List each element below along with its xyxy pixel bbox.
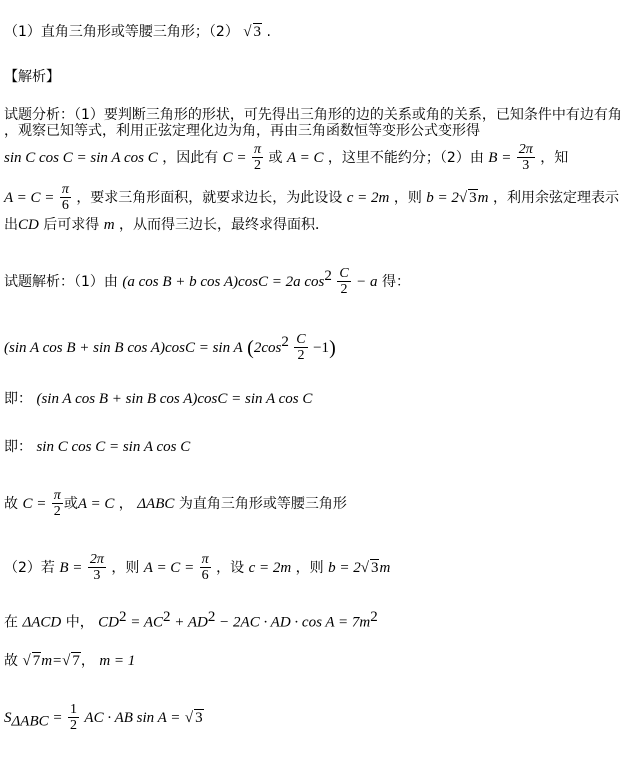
- answer-end: .: [266, 24, 271, 40]
- fraction: $\frac{1}{2}$: [69, 702, 77, 734]
- formula: m: [477, 189, 489, 206]
- text: ，利用余弦定理表示: [492, 189, 619, 206]
- text: 为直角三角形或等腰三角形: [178, 495, 347, 512]
- text: ，则: [393, 189, 422, 206]
- answer-text: （1）直角三角形或等腰三角形；（2）: [4, 24, 239, 40]
- formula: A = C: [77, 495, 115, 512]
- text: 后可求得: [43, 217, 100, 233]
- solution-line-4: [4, 440, 190, 455]
- text: ，这里不能约分；（2）由: [327, 149, 484, 166]
- analysis-line-1: 试题分析：（1）要判断三角形的形状，可先得出三角形的边的关系或角的关系，已知条件中有边有角: [4, 107, 622, 123]
- text: （2）若: [4, 559, 55, 576]
- solution-line-6: （2）若 B = $\frac{2\pi}{3}$ ，则 A = C = $\frac{\pi}{6}$ ，设 c = 2m ，则 b = 2√ 3m: [4, 552, 391, 584]
- text: 得：: [381, 273, 410, 290]
- text: ，要求三角形面积，就要求边长，为此设设: [76, 189, 343, 206]
- formula: 3: [469, 189, 477, 206]
- formula: B =: [488, 149, 512, 166]
- formula: − a: [356, 273, 378, 290]
- formula: m: [379, 559, 391, 576]
- fraction: $\frac{C}{2}$: [339, 266, 349, 298]
- section-title: 【解析】: [4, 69, 60, 85]
- formula: c = 2m: [248, 559, 292, 576]
- formula: A = C =: [143, 559, 195, 576]
- text: 即：: [4, 439, 32, 455]
- text: 或: [63, 495, 78, 512]
- formula: A = C: [286, 149, 324, 166]
- text: 出: [4, 217, 18, 233]
- formula: 2cos: [253, 339, 282, 356]
- solution-line-8: 故 √ 7m=√ 7， m = 1: [4, 653, 136, 669]
- formula: S: [4, 709, 12, 726]
- formula: c = 2m: [346, 189, 390, 206]
- formula: ΔABC: [137, 495, 175, 512]
- formula: C =: [222, 149, 247, 166]
- solution-line-2: (sin A cos B + sin B cos A)cosC = sin A ($2\cos^2$ $\frac{C}{2}$ −1): [4, 332, 336, 364]
- formula: B =: [59, 559, 83, 576]
- fraction: $\frac{\pi}{2}$: [254, 142, 262, 174]
- text: ，因此有: [162, 149, 219, 166]
- analysis-line-4: A = C = $\frac{\pi}{6}$ ，要求三角形面积，就要求边长，为此设设 c = 2m ，则 b = 2√ 3m ，利用余弦定理表示: [4, 182, 619, 214]
- answer-line: [4, 25, 271, 40]
- text: ，设: [216, 559, 245, 576]
- text: ，则: [295, 559, 324, 576]
- formula: (sin A cos B + sin B cos A)cosC = sin A cos C: [36, 391, 313, 407]
- formula: CD: [18, 217, 39, 233]
- text: ，知: [540, 149, 569, 166]
- text: 故: [4, 495, 18, 512]
- formula: CD: [98, 614, 120, 631]
- formula: 3: [195, 709, 203, 726]
- sqrt-sign: √: [243, 24, 252, 40]
- fraction: $\frac{\pi}{6}$: [201, 552, 209, 584]
- text: ，: [118, 495, 133, 512]
- analysis-line-5: [4, 218, 329, 233]
- fraction: $\frac{2\pi}{3}$: [518, 142, 533, 174]
- fraction: $\frac{\pi}{6}$: [61, 182, 69, 214]
- solution-line-1: 试题解析：（1）由 (a cos B + b cos A)cosC = 2a $\cos^2$ $\frac{C}{2}$ − a 得：: [4, 266, 410, 298]
- formula: m = 1: [99, 653, 136, 669]
- analysis-line-3: [4, 142, 568, 174]
- text: 即：: [4, 391, 32, 407]
- formula: b = 2: [426, 189, 459, 206]
- fraction: $\frac{C}{2}$: [296, 332, 306, 364]
- text: 在: [4, 614, 18, 631]
- solution-line-9: $S_{\Delta ABC}$ = $\frac{1}{2}$ AC · AB sin A = √ 3: [4, 702, 203, 734]
- text: 试题解析：（1）由: [4, 273, 118, 290]
- solution-line-5: [4, 488, 347, 520]
- formula: 3: [370, 559, 379, 576]
- formula: −1: [313, 339, 330, 356]
- formula: b = 2: [328, 559, 361, 576]
- formula: AC · AB sin A =: [84, 709, 181, 726]
- formula: ΔACD: [22, 614, 62, 631]
- formula: A = C =: [4, 189, 55, 206]
- solution-line-7: 在 ΔACD 中， $CD^2 = AC^2 + AD^2 - 2AC$ · AD · $\cos A = 7m^2$: [4, 609, 378, 631]
- formula: sin C cos C = sin A cos C: [36, 439, 191, 455]
- formula: C =: [22, 495, 47, 512]
- text: ，从而得三边长，最终求得面积．: [119, 217, 330, 233]
- text: 故: [4, 653, 18, 669]
- text: ，则: [111, 559, 140, 576]
- formula: (a cos B + b cos A)cosC = 2a cos: [122, 273, 325, 290]
- fraction: $\frac{\pi}{2}$: [53, 488, 61, 520]
- solution-line-3: [4, 392, 312, 407]
- analysis-line-2: ，观察已知等式，利用正弦定理化边为角，再由三角函数恒等变形公式变形得: [4, 123, 480, 139]
- text: 中，: [65, 614, 94, 631]
- text: 或: [268, 149, 283, 166]
- formula: 7: [32, 653, 41, 669]
- formula: sin C cos C = sin A cos C: [4, 149, 158, 166]
- answer-value: 3: [253, 24, 262, 40]
- formula: m: [103, 217, 115, 233]
- formula: (sin A cos B + sin B cos A)cosC = sin A: [4, 339, 243, 356]
- fraction: $\frac{2\pi}{3}$: [89, 552, 104, 584]
